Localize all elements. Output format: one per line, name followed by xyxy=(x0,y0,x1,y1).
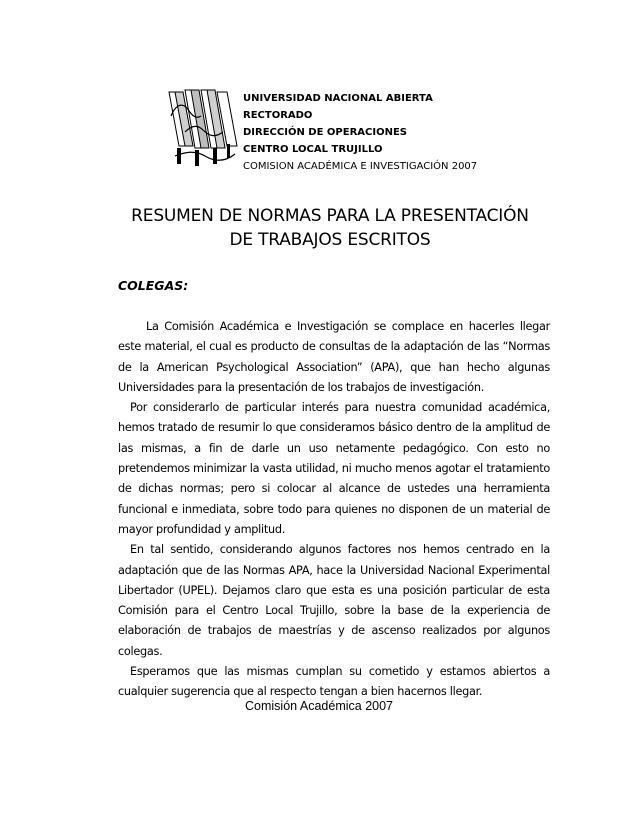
header-line-centro-local: CENTRO LOCAL TRUJILLO xyxy=(243,144,383,155)
header-line-rectorado: RECTORADO xyxy=(243,110,313,121)
header-line-comision: COMISION ACADÉMICA E INVESTIGACIÓN 2007 xyxy=(243,161,478,172)
paragraph-purpose: Por considerarlo de particular interés para nuestra comunidad académica, hemos tratado de resumir lo que consideramos básico dentro de la amplitud de las mismas, a fin de darle un uso netamente pedagógico. Con esto no pretendemos minimizar la vasta utilidad, ni mucho menos agotar el tratamiento de dichas normas; pero si colocar al alcance de ustedes una herramienta funcional e inmediata, sobre todo para quienes no disponen de un material de mayor profundidad y amplitud. xyxy=(118,401,550,536)
header-line-direccion: DIRECCIÓN DE OPERACIONES xyxy=(243,127,407,138)
paragraph-adaptation: En tal sentido, considerando algunos factores nos hemos centrado en la adaptación que de las Normas APA, hace la Universidad Nacional Experimental Libertador (UPEL). Dejamos claro que esta es una posición particular de esta Comisión para el Centro Local Trujillo, sobre la base de la experiencia de elaboración de trabajos de maestrías y de ascenso realizados por algunos colegas. xyxy=(118,543,550,658)
paragraph-closing: Esperamos que las mismas cumplan su cometido y estamos abiertos a cualquier sugerencia que al respecto tengan a bien hacernos llegar. xyxy=(118,665,550,699)
greeting: COLEGAS: xyxy=(118,278,189,293)
document-title xyxy=(100,204,560,252)
document-title-line-1: RESUMEN DE NORMAS PARA LA PRESENTACIÓN xyxy=(131,206,529,226)
paragraph-intro: La Comisión Académica e Investigación se complace en hacerles llegar este material, el cual es producto de consultas de la adaptación de las “Normas de la American Psychological Association” (APA), que han hecho algunas Universidades para la presentación de los trabajos de investigación. xyxy=(118,320,550,394)
una-logo-icon xyxy=(165,86,241,168)
document-title-line-2: DE TRABAJOS ESCRITOS xyxy=(229,230,431,250)
document-body xyxy=(118,317,550,703)
signature: Comisión Académica 2007 xyxy=(245,699,393,713)
institution-header xyxy=(243,90,573,175)
header-line-university: UNIVERSIDAD NACIONAL ABIERTA xyxy=(243,93,433,104)
